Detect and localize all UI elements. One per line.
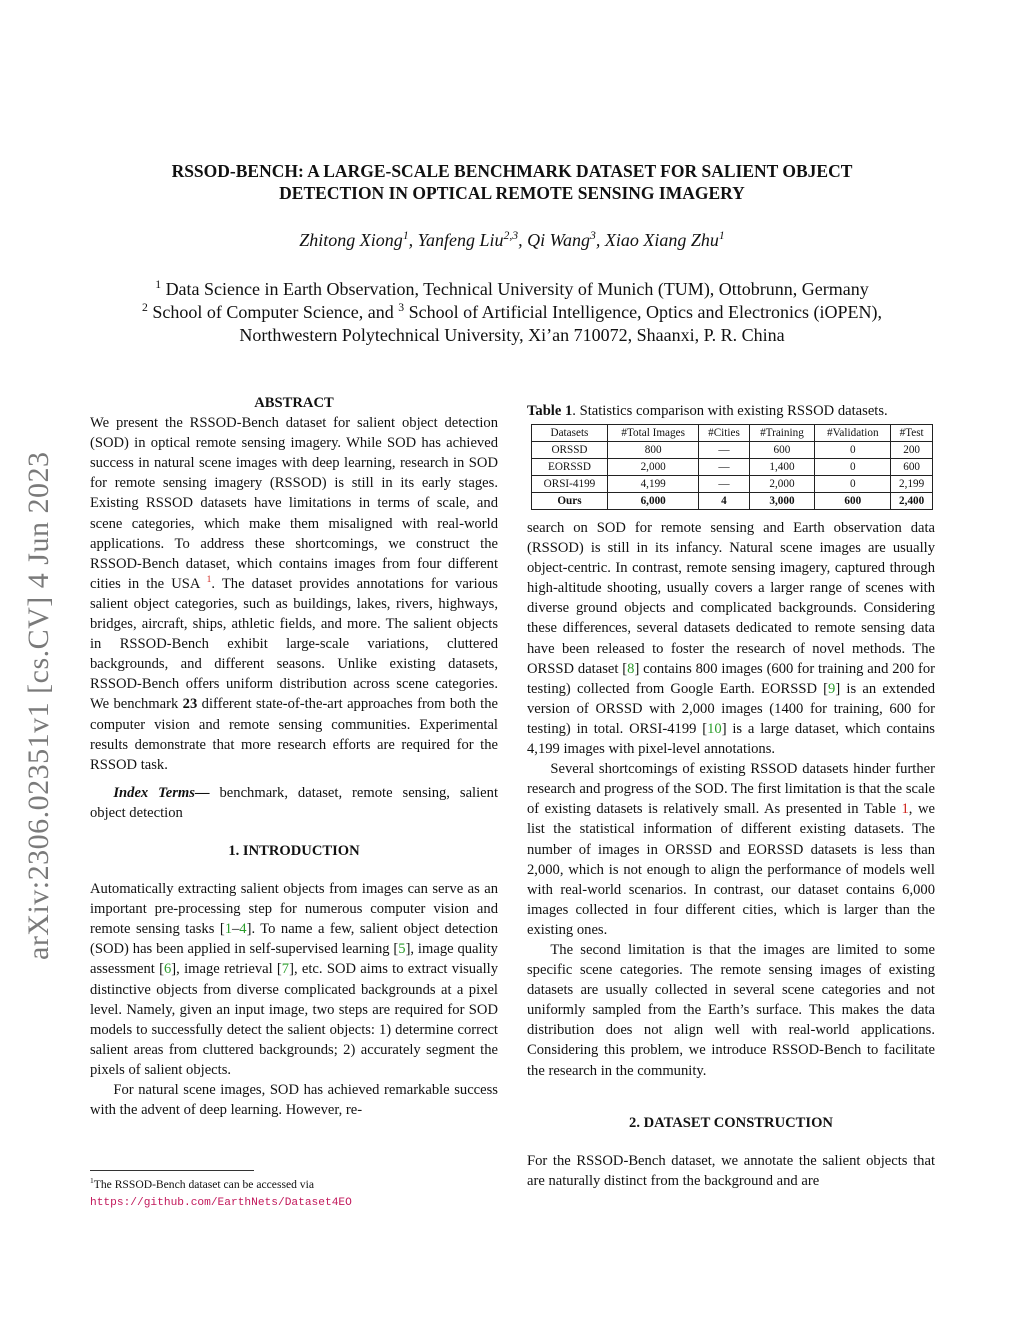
table-cell: 600 [749, 442, 815, 459]
dataset-paragraph-1: For the RSSOD-Bench dataset, we annotate the salient objects that are naturally distinct from the background and are [527, 1152, 935, 1189]
table-cell: 4 [699, 493, 749, 510]
table-cell: 1,400 [749, 459, 815, 476]
author-2: Yanfeng Liu$^{2,3}$, [417, 229, 528, 250]
title-line-1: RSSOD-BENCH: A LARGE-SCALE BENCHMARK DATASET FOR SALIENT OBJECT [171, 161, 853, 181]
table-cell: — [699, 459, 749, 476]
author-1: Zhitong Xiong$^1$, [299, 229, 418, 250]
abstract-text: We present the RSSOD-Bench dataset for salient object detection (SOD) in optical remote sensing imagery. While SOD has achieved success in natural scene images with deep learning, research in SOD for remote sensing imagery (RSSOD) is still in its early stages. Existing RSSOD datasets have limitations in terms of scale, and scene categories, which make them misaligned with real-world applications. To address these shortcomings, we construct the RSSOD-Bench dataset, which contains images from four different cities in the USA $^1$. The dataset provides annotations for various salient object categories, such as buildings, lakes, rivers, highways, bridges, aircraft, ships, athletic fields, and more. The salient objects in RSSOD-Bench exhibit large-scale variations, cluttered backgrounds, and different seasons. Unlike existing datasets, RSSOD-Bench offers uniform distribution across scene categories. We benchmark 23 different state-of-the-art approaches from both the computer vision and remote sensing communities. Experimental results demonstrate that more research efforts are required for the RSSOD task. [90, 415, 498, 773]
table-cell: ORSI-4199 [532, 476, 608, 493]
citation-10[interactable]: 10 [707, 720, 722, 737]
table-header-cell: #Training [749, 425, 815, 442]
table-cell: 2,400 [891, 493, 933, 510]
table-cell: ORSSD [532, 442, 608, 459]
author-4: Xiao Xiang Zhu$^1$ [604, 229, 725, 250]
table-header-cell: #Cities [699, 425, 749, 442]
footnote: $^1$The RSSOD-Bench dataset can be accessed via https://github.com/EarthNets/Dataset4EO [90, 1176, 352, 1209]
citation-1[interactable]: 1 [224, 921, 232, 938]
table-header-row [532, 425, 933, 442]
affiliations [90, 278, 934, 347]
intro-paragraph-5: The second limitation is that the images are limited to some specific scene categories. The remote sensing images of existing datasets are usually collected in several scene categories and not uniformly sampled from the Earth’s surface. This makes the data distribution does not align well with real-world applications. Considering this problem, we introduce RSSOD-Bench to facilitate the research in the community. [527, 941, 935, 1079]
author-list [100, 230, 924, 251]
left-column [90, 393, 498, 1120]
author-3: Qi Wang$^3$, [527, 229, 605, 250]
table-header-cell: #Validation [815, 425, 891, 442]
table-cell: 800 [607, 442, 698, 459]
dataset-url-link[interactable]: https://github.com/EarthNets/Dataset4EO [90, 1197, 352, 1209]
table-header-cell: #Test [891, 425, 933, 442]
table-cell: 2,199 [891, 476, 933, 493]
table-row [532, 459, 933, 476]
table-cell: 0 [815, 459, 891, 476]
table-cell: EORSSD [532, 459, 608, 476]
intro-paragraph-4: Several shortcomings of existing RSSOD datasets hinder further research and progress of the SOD. The first limitation is that the scale of existing datasets is relatively small. As presented in Table 1, we list the statistical information of different existing datasets. The number of images in ORSSD and EORSSD datasets is less than 2,000, which is not enough to align the performance of models well with real-world scenarios. In contrast, our dataset contains 6,000 images collected in four different cities, which is larger than the existing ones. [527, 761, 935, 938]
paper-title [100, 160, 924, 204]
introduction-heading: 1. INTRODUCTION [228, 842, 360, 859]
table-cell: 3,000 [749, 493, 815, 510]
intro-paragraph-1: Automatically extracting salient objects from images can serve as an important pre-processing step for numerous computer vision and remote sensing tasks [1–4]. To name a few, salient object detection (SOD) has been applied in self-supervised learning [5], image quality assessment [6], image retrieval [7], etc. SOD aims to extract visually distinctive objects from diverse complicated backgrounds at a pixel level. Namely, given an input image, two steps are required for SOD models to successfully detect the salient objects: 1) determine correct salient areas from cluttered backgrounds; 2) accurately segment the pixels of salient objects. [90, 881, 499, 1078]
affiliation-line-1: $^1$ Data Science in Earth Observation, Technical University of Munich (TUM), Ottobrunn, Germany [155, 278, 869, 299]
table-row [532, 442, 933, 459]
table-cell: 2,000 [607, 459, 698, 476]
table-cell: 600 [891, 459, 933, 476]
citation-9[interactable]: 9 [828, 680, 836, 697]
table-header-cell: #Total Images [607, 425, 698, 442]
table-cell: 0 [815, 476, 891, 493]
footnote-link[interactable]: 1 [206, 574, 212, 585]
table-cell: 200 [891, 442, 933, 459]
index-terms: Index Terms— benchmark, dataset, remote sensing, salient object detection [90, 784, 499, 821]
table-caption: Table 1. Statistics comparison with existing RSSOD datasets. [527, 403, 888, 419]
right-column [527, 518, 935, 1191]
table-cell: Ours [532, 493, 608, 510]
arxiv-identifier: arXiv:2306.02351v1 [cs.CV] 4 Jun 2023 [22, 451, 55, 960]
table-cell: 600 [815, 493, 891, 510]
citation-8[interactable]: 8 [627, 660, 635, 677]
table-cell: — [699, 476, 749, 493]
table-cell: — [699, 442, 749, 459]
table-header-cell: Datasets [532, 425, 608, 442]
table-row-ours [532, 493, 933, 510]
citation-6[interactable]: 6 [164, 961, 172, 978]
citation-7[interactable]: 7 [281, 961, 290, 978]
table-cell: 2,000 [749, 476, 815, 493]
table-cell: 6,000 [607, 493, 698, 510]
table-row [532, 476, 933, 493]
footnote-rule [90, 1170, 254, 1171]
affiliation-line-3: Northwestern Polytechnical University, Xi’an 710072, Shaanxi, P. R. China [239, 325, 785, 345]
table-cell: 0 [815, 442, 891, 459]
dataset-construction-heading: 2. DATASET CONSTRUCTION [629, 1114, 833, 1131]
intro-paragraph-3: search on SOD for remote sensing and Earth observation data (RSSOD) is still in its infancy. Natural scene images are usually object-centric. In contrast, remote sensing imagery, captured through high-altitude shooting, usually covers a larger range of scenes with diverse ground objects and complicated backgrounds. Considering these differences, several datasets dedicated to remote sensing data have been released to foster the research of novel methods. The ORSSD dataset [8] contains 800 images (600 for training and 200 for testing) collected from Google Earth. EORSSD [9] is an extended version of ORSSD with 2,000 images (1400 for training, 600 for testing) in total. ORSI-4199 [10] is a large dataset, which contains 4,199 images with pixel-level annotations. [527, 520, 935, 758]
table-1-link[interactable]: 1 [901, 801, 909, 818]
citation-5[interactable]: 5 [398, 941, 406, 958]
abstract-heading: ABSTRACT [254, 395, 334, 411]
intro-paragraph-2: For natural scene images, SOD has achieved remarkable success with the advent of deep learning. However, re- [90, 1082, 498, 1119]
title-line-2: DETECTION IN OPTICAL REMOTE SENSING IMAGERY [279, 183, 745, 203]
citation-4[interactable]: 4 [239, 921, 247, 938]
statistics-table [531, 424, 933, 510]
affiliation-line-2: $^2$ School of Computer Science, and $^3$ School of Artificial Intelligence, Optics and Electronics (iOPEN), [141, 301, 882, 322]
table-cell: 4,199 [607, 476, 698, 493]
